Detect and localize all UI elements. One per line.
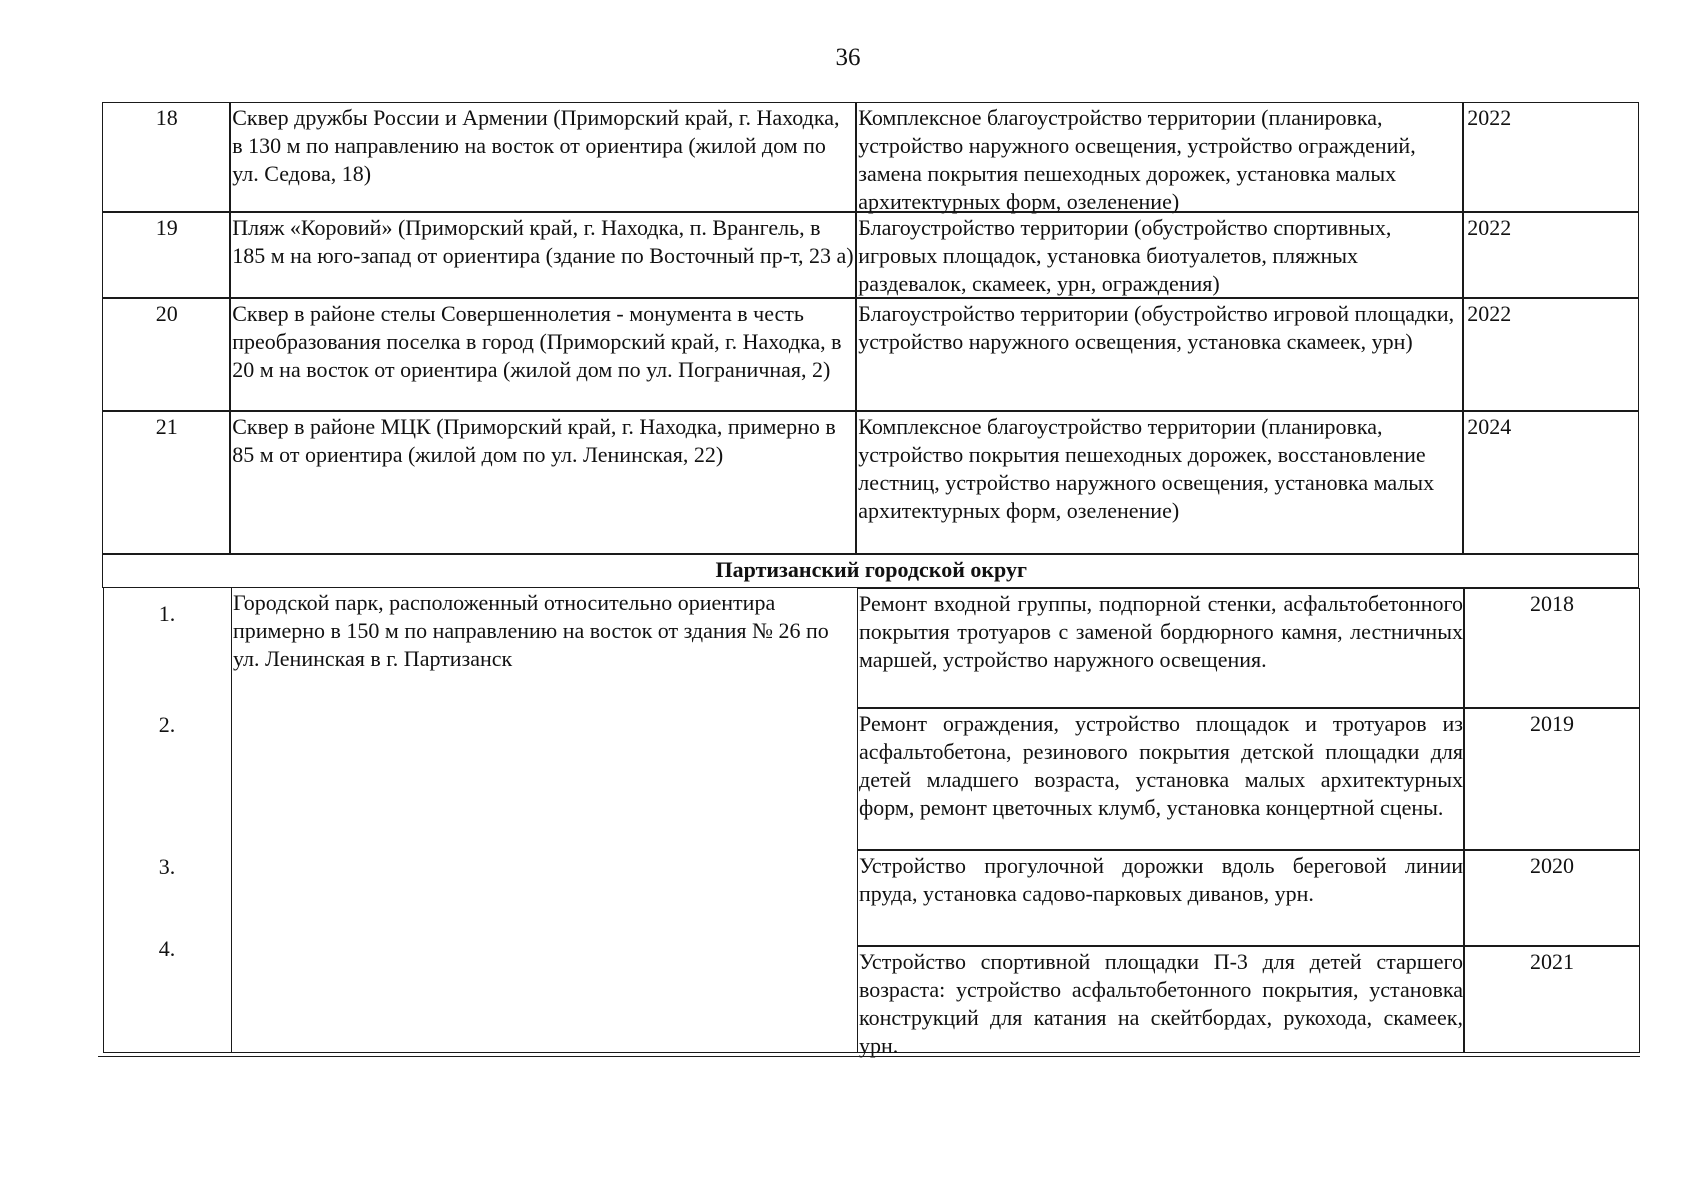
page-number: 36 xyxy=(835,44,861,71)
works-description: Ремонт входной группы, подпорной стенки, асфальтобетонного покрытия тротуаров с заменой бордюрного камня, лестничных маршей, устройство наружного освещения. xyxy=(857,588,1464,708)
row-number: 19 xyxy=(102,212,230,298)
row-number: 2. xyxy=(158,712,176,737)
year: 2022 xyxy=(1463,102,1639,212)
row-number: 21 xyxy=(102,411,230,554)
object-name: Сквер дружбы России и Армении (Приморский край, г. Находка, в 130 м по направлению на восток от ориентира (жилой дом по ул. Седова, 18) xyxy=(230,102,856,212)
table-row xyxy=(103,411,1640,554)
table-row xyxy=(103,212,1640,298)
section-title: Партизанский городской округ xyxy=(102,554,1639,588)
table-row xyxy=(103,298,1640,411)
year: 2020 xyxy=(1464,850,1640,946)
row-number: 18 xyxy=(102,102,230,212)
row-number: 3. xyxy=(158,854,176,879)
table-row xyxy=(103,102,1640,212)
row-number: 20 xyxy=(102,298,230,411)
number-column xyxy=(103,588,232,1053)
object-name: Городской парк, расположенный относительно ориентира примерно в 150 м по направлению на восток от здания № 26 по ул. Ленинская в г. Партизанск xyxy=(233,590,829,671)
works-description: Устройство прогулочной дорожки вдоль береговой линии пруда, установка садово-парковых диванов, урн. xyxy=(857,850,1464,946)
year: 2022 xyxy=(1463,298,1639,411)
table-bottom-rule xyxy=(98,1056,1640,1057)
works-description: Устройство спортивной площадки П-3 для детей старшего возраста: устройство асфальтобетонного покрытия, установка конструкций для катания на скейтбордах, рукохода, скамеек, урн. xyxy=(857,946,1464,1053)
works-description: Ремонт ограждения, устройство площадок и тротуаров из асфальтобетона, резинового покрытия детской площадки для детей младшего возраста, установка малых архитектурных форм, ремонт цветочных клумб, установка концертной сцены. xyxy=(857,708,1464,850)
year: 2019 xyxy=(1464,708,1640,850)
section-header-row xyxy=(103,554,1640,588)
year: 2024 xyxy=(1463,411,1639,554)
year: 2021 xyxy=(1464,946,1640,1053)
object-name: Пляж «Коровий» (Приморский край, г. Находка, п. Врангель, в 185 м на юго-запад от ориентира (здание по Восточный пр-т, 23 а) xyxy=(230,212,856,298)
works-description: Благоустройство территории (обустройство игровой площадки, устройство наружного освещения, установка скамеек, урн) xyxy=(856,298,1463,411)
row-number: 1. xyxy=(158,601,176,626)
object-name: Сквер в районе стелы Совершеннолетия - монумента в честь преобразования поселка в город (Приморский край, г. Находка, в 20 м на восток от ориентира (жилой дом по ул. Пограничная, 2) xyxy=(230,298,856,411)
works-description: Благоустройство территории (обустройство спортивных, игровых площадок, установка биотуалетов, пляжных раздевалок, скамеек, урн, ограждения) xyxy=(856,212,1463,298)
year: 2022 xyxy=(1463,212,1639,298)
object-name: Сквер в районе МЦК (Приморский край, г. Находка, примерно в 85 м от ориентира (жилой дом по ул. Ленинская, 22) xyxy=(230,411,856,554)
year: 2018 xyxy=(1464,588,1640,708)
works-description: Комплексное благоустройство территории (планировка, устройство наружного освещения, устройство ограждений, замена покрытия пешеходных дорожек, установка малых архитектурных форм, озеленение) xyxy=(856,102,1463,212)
row-number: 4. xyxy=(158,936,176,961)
works-description: Комплексное благоустройство территории (планировка, устройство покрытия пешеходных дорожек, восстановление лестниц, устройство наружного освещения, установка малых архитектурных форм, озеленение) xyxy=(856,411,1463,554)
